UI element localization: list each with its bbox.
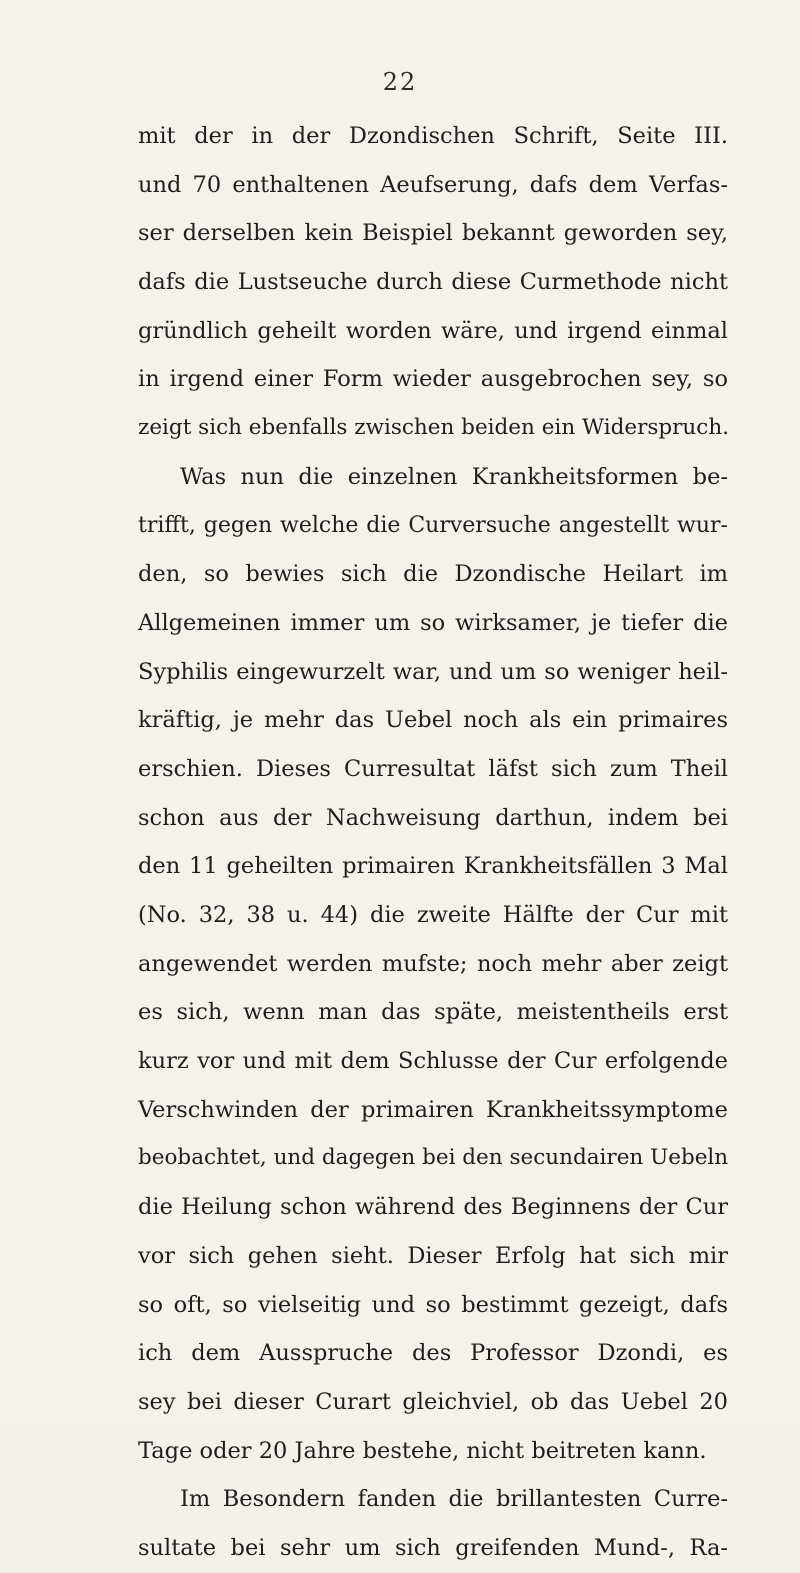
text-line: sultate bei sehr um sich greifenden Mund-, Ra- (138, 1534, 728, 1561)
text-line: Verschwinden der primairen Krankheitssymptome (138, 1096, 728, 1123)
text-line: es sich, wenn man das späte, meistentheils erst (138, 999, 728, 1026)
text-line: kräftig, je mehr das Uebel noch als ein primaires (138, 707, 728, 734)
text-line: den, so bewies sich die Dzondische Heilart im (138, 561, 728, 588)
text-line: Syphilis eingewurzelt war, und um so weniger heil- (138, 658, 728, 685)
text-line: und 70 enthaltenen Aeufserung, dafs dem Verfas- (138, 171, 728, 198)
text-line: dafs die Lustseuche durch diese Curmethode nicht (138, 269, 728, 296)
text-line: Tage oder 20 Jahre bestehe, nicht beitreten kann. (138, 1437, 707, 1464)
text-line: die Heilung schon während des Beginnens der Cur (138, 1194, 728, 1221)
text-line: den 11 geheilten primairen Krankheitsfällen 3 Mal (138, 853, 728, 880)
text-line: beobachtet, und dagegen bei den secundairen Uebeln (138, 1145, 729, 1171)
text-line: Im Besondern fanden die brillantesten Curre- (180, 1486, 728, 1513)
text-line: erschien. Dieses Curresultat läfst sich zum Theil (138, 755, 728, 782)
text-line: ich dem Ausspruche des Professor Dzondi, es (138, 1340, 728, 1367)
text-line: sey bei dieser Curart gleichviel, ob das Uebel 20 (138, 1388, 728, 1415)
text-line: ser derselben kein Beispiel bekannt geworden sey, (138, 220, 728, 247)
text-line: gründlich geheilt worden wäre, und irgend einmal (138, 317, 728, 344)
page-number: 22 (382, 68, 418, 96)
text-line: Allgemeinen immer um so wirksamer, je tiefer die (138, 609, 728, 636)
text-line: (No. 32, 38 u. 44) die zweite Hälfte der Cur mit (138, 902, 728, 928)
text-line: Was nun die einzelnen Krankheitsformen be- (180, 463, 728, 490)
text-line: in irgend einer Form wieder ausgebrochen sey, so (138, 366, 728, 393)
text-line: so oft, so vielseitig und so bestimmt gezeigt, dafs (138, 1291, 728, 1318)
text-line: angewendet werden mufste; noch mehr aber zeigt (138, 950, 728, 977)
text-line: kurz vor und mit dem Schlusse der Cur erfolgende (138, 1048, 728, 1075)
text-line: zeigt sich ebenfalls zwischen beiden ein Widerspruch. (138, 415, 729, 441)
text-line: trifft, gegen welche die Curversuche angestellt wur- (138, 512, 728, 538)
text-line: vor sich gehen sieht. Dieser Erfolg hat sich mir (138, 1242, 728, 1269)
text-line: mit der in der Dzondischen Schrift, Seite III. (138, 123, 728, 149)
text-line: schon aus der Nachweisung darthun, indem bei (138, 804, 728, 831)
body-text (138, 112, 728, 1573)
